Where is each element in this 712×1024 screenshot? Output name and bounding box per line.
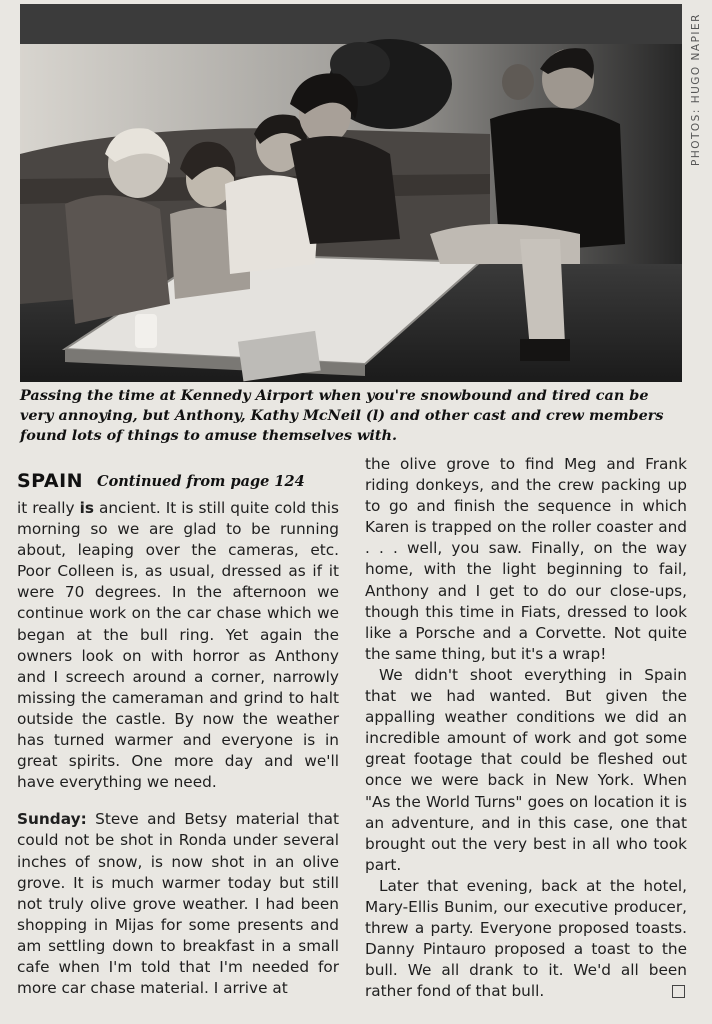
article-heading: SPAIN [17, 470, 84, 493]
paragraph-2 [17, 809, 339, 999]
article-column-left [17, 452, 339, 999]
paragraph-1-start: it really [17, 499, 80, 517]
photo-caption: Passing the time at Kennedy Airport when you're snowbound and tired can be very annoying, but Anthony, Kathy McNeil (l) and other cast and crew members found lots of things to amuse themselves with. [20, 387, 664, 444]
photo-illustration [20, 4, 682, 382]
emphasis-is: is [79, 499, 94, 517]
photo-credit: PHOTOS: HUGO NAPIER [690, 13, 702, 166]
article-heading-row [17, 464, 339, 500]
paragraph-1 [17, 498, 339, 793]
paragraph-5 [365, 876, 687, 1003]
paragraph-2-text: Steve and Betsy material that could not be shot in Ronda under several inches of snow, is now shot in an olive grove. It is much warmer today but still not truly olive grove weather. I had been shopping in Mijas for some presents and am settling down to breakfast in a small cafe when I'm told that I'm needed for more car chase material. I arrive at [17, 810, 339, 998]
paragraph-3: the olive grove to find Meg and Frank riding donkeys, and the crew packing up to go and finish the sequence in which Karen is trapped on the roller coaster and . . . well, you saw. Finally, on the way home, with the light beginning to fail, Anthony and I get to do our close-ups, though this time in Fiats, dressed to look like a Porsche and a Corvette. Not quite the same thing, but it's a wrap! [365, 455, 687, 663]
paragraph-4: We didn't shoot everything in Spain that we had wanted. But given the appalling weather conditions we did an incredible amount of work and got some great footage that could be fleshed out once we were back in New York. When "As the World Turns" goes on location it is an adventure, and in this case, one that brought out the very best in all who took part. [365, 665, 687, 874]
group-photo [20, 4, 682, 382]
paragraph-1-rest: ancient. It is still quite cold this morning so we are glad to be running about, leaping over the cameras, etc. Poor Colleen is, as usual, dressed as if it were 70 degrees. In the afternoon we continue work on the car chase which we began at the bull ring. Yet again the owners look on with horror as Anthony and I screech around a corner, narrowly missing the cameraman and grind to halt outside the castle. By now the weather has turned warmer and everyone is in great spirits. One more day and we'll have everything we need. [17, 499, 339, 792]
article-column-right [365, 454, 687, 1002]
end-mark-icon [672, 985, 685, 998]
sunday-lead: Sunday: [17, 810, 87, 829]
continued-note: Continued from page 124 [97, 473, 305, 491]
paragraph-5-text: Later that evening, back at the hotel, Mary-Ellis Bunim, our executive producer, threw a party. Everyone proposed toasts. Danny Pintauro proposed a toast to the bull. We all drank to it. We'd all been rather fond of that bull. [365, 876, 687, 1001]
